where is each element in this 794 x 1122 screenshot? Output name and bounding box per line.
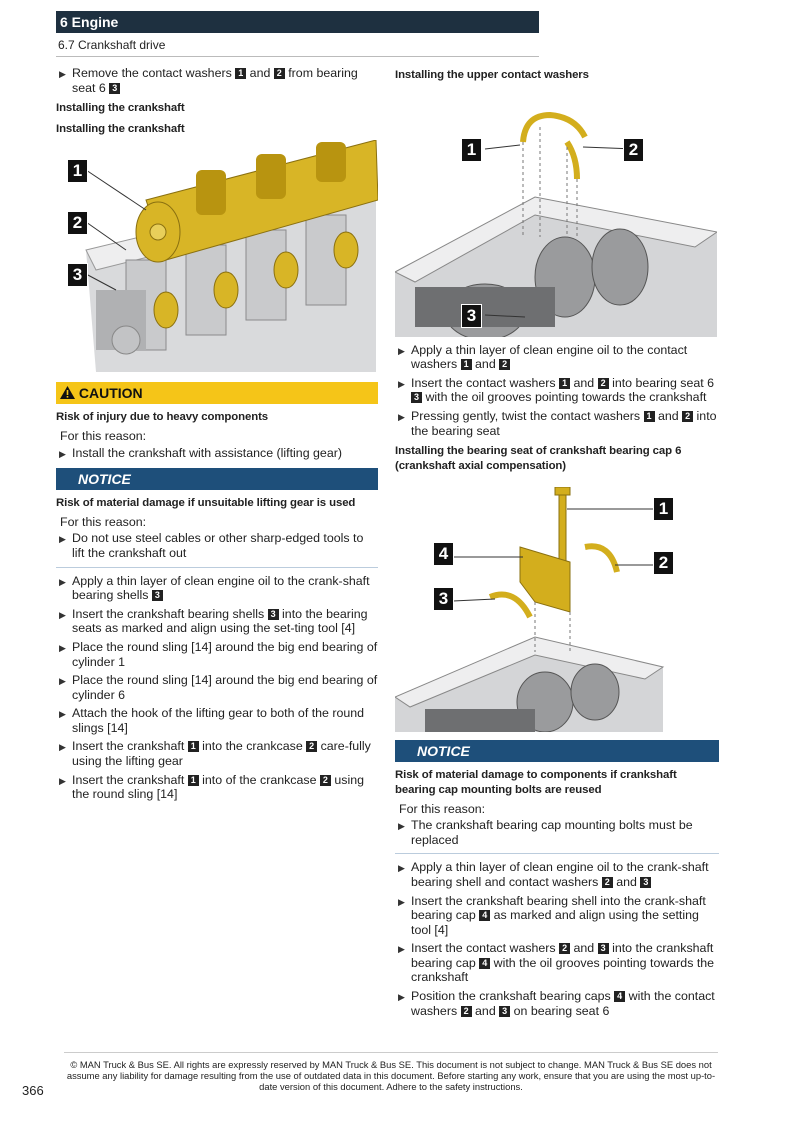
crankshaft-illustration (56, 140, 378, 372)
callout-number: 1 (188, 775, 199, 786)
step-list (58, 574, 378, 802)
notice-banner (395, 740, 719, 762)
instruction-step (397, 860, 719, 889)
notice-title: NOTICE (78, 471, 131, 488)
callout-number: 1 (461, 359, 472, 370)
figure-callout-3: 3 (461, 304, 482, 328)
step-text: as marked and align using the setting tool [4] (411, 908, 699, 937)
callout-number: 2 (598, 378, 609, 389)
step-text: Insert the crankshaft bearing shells (72, 606, 268, 621)
step-list (397, 343, 719, 439)
step-text: with the oil grooves pointing towards the crankshaft (422, 390, 707, 405)
notice-bullet: ▶ Do not use steel cables or other sharp-edged tools to lift the crankshaft out (58, 531, 378, 560)
instruction-step (397, 989, 719, 1018)
caution-banner (56, 382, 378, 404)
instruction-step (397, 343, 719, 372)
callout-number: 2 (559, 943, 570, 954)
callout-number: 3 (499, 1006, 510, 1017)
figure-callout-2: 2 (623, 138, 644, 162)
crankshaft-figure (56, 140, 378, 372)
figure-callout-1: 1 (461, 138, 482, 162)
step-list (397, 860, 719, 1018)
step-text: Remove the contact washers (72, 66, 236, 80)
instruction-step (397, 409, 719, 438)
caution-risk: Risk of injury due to heavy components (56, 411, 269, 424)
callout-number: 2 (602, 877, 613, 888)
callout-number: 4 (479, 958, 490, 969)
callout-number: 2 (306, 741, 317, 752)
callout-number: 3 (598, 943, 609, 954)
notice-reason: For this reason: (399, 801, 486, 816)
callout-number: 1 (235, 68, 246, 79)
figure-callout-1: 1 (67, 159, 88, 183)
notice-title: NOTICE (417, 743, 470, 760)
step-text: on bearing seat 6 (510, 1003, 610, 1018)
step-text: and (654, 408, 683, 423)
step-text: Apply a thin layer of clean engine oil to the contact washers (411, 342, 688, 372)
callout-number: 3 (109, 83, 120, 94)
callout-number: 3 (152, 590, 163, 601)
callout-number: 1 (644, 411, 655, 422)
right-column (397, 66, 719, 1022)
step-text: into of the crankcase (198, 772, 320, 787)
step-text: from bearing seat 6 (72, 66, 358, 95)
instruction-step (58, 673, 378, 702)
header-divider (56, 56, 539, 57)
contact-washers-figure (395, 87, 717, 337)
step-text: Insert the contact washers (411, 941, 560, 956)
step-text: care-fully using the lifting gear (72, 739, 371, 769)
notice-bullet: ▶ The crankshaft bearing cap mounting bolts must be replaced (397, 818, 719, 847)
step-text: using the round sling [14] (72, 772, 365, 802)
instruction-step (397, 941, 719, 985)
section-heading: Installing the crankshaft (56, 102, 185, 115)
callout-number: 2 (274, 68, 285, 79)
instruction-step (58, 773, 378, 802)
step-text: and (246, 66, 274, 80)
step-text: into the crankcase (198, 739, 307, 754)
step-text: Insert the crankshaft (72, 739, 188, 754)
notice-risk: Risk of material damage if unsuitable lifting gear is used (56, 497, 356, 510)
instruction-step (58, 739, 378, 768)
instruction-step (58, 607, 378, 636)
copyright-footer: © MAN Truck & Bus SE. All rights are expressly reserved by MAN Truck & Bus SE. This document is not subject to change. MAN Truck & Bus SE does not assume any liability for damage resulting from the use of outdated data in this document. Before starting any work, ensure that you are using the most up-to-date version of this document. Adhere to the safety instructions. (64, 1052, 718, 1092)
callout-number: 2 (682, 411, 693, 422)
section-heading: Installing the bearing seat of crankshaft bearing cap 6 (crankshaft axial compensation) (395, 445, 682, 472)
instruction-step (58, 640, 378, 669)
figure-callout-1: 1 (653, 497, 674, 521)
instruction-step (58, 574, 378, 603)
notice-divider (56, 567, 378, 568)
section-heading: Installing the crankshaft (56, 122, 185, 135)
caution-title: CAUTION (78, 385, 143, 402)
chapter-header (56, 11, 539, 33)
figure-callout-2: 2 (67, 211, 88, 235)
step-text: into the bearing seat (411, 408, 717, 438)
callout-number: 2 (320, 775, 331, 786)
bearing-cap-figure (395, 487, 717, 732)
step-text: into the crankshaft bearing cap (411, 941, 714, 970)
step-text: and (471, 357, 500, 372)
caution-reason: For this reason: (60, 428, 147, 443)
figure-callout-2: 2 (653, 551, 674, 575)
step-text: Pressing gently, twist the contact washers (411, 408, 644, 423)
step-text: Attach the hook of the lifting gear to both of the round slings [14] (72, 706, 365, 735)
step-text: and (471, 1003, 500, 1018)
figure-callout-3: 3 (433, 587, 454, 611)
instruction-step (397, 894, 719, 938)
figure-callout-4: 4 (433, 542, 454, 566)
notice-risk: Risk of material damage to components if crankshaft bearing cap mounting bolts are reused (395, 769, 677, 796)
step-text: Insert the contact washers (411, 375, 560, 390)
step-text: Apply a thin layer of clean engine oil to the crank-shaft bearing shell and contact washers (411, 860, 709, 889)
chapter-title: 6 Engine (60, 14, 119, 30)
callout-number: 2 (461, 1006, 472, 1017)
step-text: Insert the crankshaft (72, 772, 188, 787)
figure-callout-3: 3 (67, 263, 88, 287)
step-text: Position the crankshaft bearing caps (411, 989, 615, 1004)
left-column (58, 66, 378, 806)
callout-number: 4 (479, 910, 490, 921)
notice-reason: For this reason: (60, 514, 147, 529)
step-text: into the bearing seats as marked and align using the set-ting tool [4] (72, 606, 368, 636)
callout-number: 2 (499, 359, 510, 370)
step-text: with the oil grooves pointing towards the crankshaft (411, 955, 715, 985)
contact-washers-illustration (395, 87, 717, 337)
step-text: into bearing seat 6 (608, 375, 715, 390)
step-text: Insert the crankshaft bearing shell into the crank-shaft bearing cap (411, 893, 706, 923)
section-heading: Installing the upper contact washers (395, 69, 589, 81)
step-text: Apply a thin layer of clean engine oil to the crank-shaft bearing shells (72, 573, 370, 603)
step-text: Place the round sling [14] around the big end bearing of cylinder 1 (72, 639, 378, 669)
callout-number: 3 (411, 392, 422, 403)
callout-number: 3 (640, 877, 651, 888)
instruction-step (397, 376, 719, 405)
notice-banner (56, 468, 378, 490)
step-text: and (570, 375, 598, 390)
instruction-step (58, 706, 378, 735)
warning-icon (60, 386, 75, 399)
notice-divider (395, 853, 719, 854)
callout-number: 1 (559, 378, 570, 389)
callout-number: 3 (268, 609, 279, 620)
instruction-bullet (58, 66, 378, 95)
step-text: and (570, 941, 598, 956)
step-text: with the contact washers (411, 989, 715, 1018)
callout-number: 1 (188, 741, 199, 752)
section-title: 6.7 Crankshaft drive (58, 38, 166, 52)
step-text: Place the round sling [14] around the big end bearing of cylinder 6 (72, 673, 378, 702)
step-text: and (612, 874, 641, 889)
callout-number: 4 (614, 991, 625, 1002)
page-number: 366 (22, 1083, 44, 1098)
caution-bullet: ▶ Install the crankshaft with assistance (lifting gear) (58, 446, 378, 461)
